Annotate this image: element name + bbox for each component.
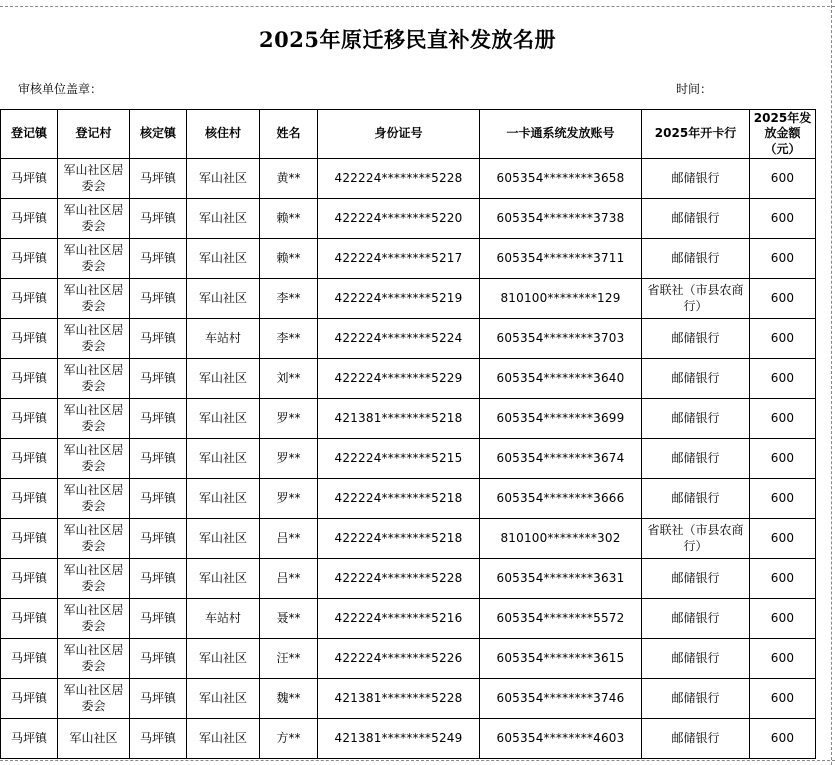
reg-village-cell: 军山社区居委会 [58,239,130,279]
bank-cell: 邮储银行 [642,439,750,479]
amount-cell: 600 [750,359,816,399]
roster-table [0,109,816,759]
reg-village-cell: 军山社区居委会 [58,359,130,399]
id-number-cell: 422224********5218 [318,519,480,559]
residence-village-cell: 车站村 [187,319,260,359]
table-row [1,479,816,519]
col-header-name: 姓名 [260,110,318,159]
col-header-verified-town: 核定镇 [130,110,187,159]
reg-town-cell: 马坪镇 [1,599,58,639]
residence-village-cell: 军山社区 [187,559,260,599]
name-cell: 聂** [260,599,318,639]
account-cell: 605354********3703 [480,319,642,359]
reg-village-cell: 军山社区居委会 [58,439,130,479]
reg-village-cell: 军山社区 [58,719,130,759]
verified-town-cell: 马坪镇 [130,199,187,239]
residence-village-cell: 军山社区 [187,359,260,399]
table-row [1,719,816,759]
amount-cell: 600 [750,519,816,559]
reg-town-cell: 马坪镇 [1,279,58,319]
page-break-bottom [0,760,835,761]
id-number-cell: 422224********5218 [318,479,480,519]
bank-cell: 邮储银行 [642,559,750,599]
account-cell: 605354********3658 [480,159,642,199]
reg-town-cell: 马坪镇 [1,559,58,599]
table-row [1,439,816,479]
id-number-cell: 422224********5224 [318,319,480,359]
id-number-cell: 422224********5228 [318,559,480,599]
id-number-cell: 422224********5228 [318,159,480,199]
residence-village-cell: 军山社区 [187,639,260,679]
bank-cell: 省联社（市县农商行） [642,279,750,319]
reg-town-cell: 马坪镇 [1,439,58,479]
amount-cell: 600 [750,199,816,239]
id-number-cell: 421381********5249 [318,719,480,759]
reg-town-cell: 马坪镇 [1,319,58,359]
amount-cell: 600 [750,279,816,319]
amount-cell: 600 [750,719,816,759]
name-cell: 罗** [260,439,318,479]
amount-cell: 600 [750,159,816,199]
reg-town-cell: 马坪镇 [1,479,58,519]
bank-cell: 邮储银行 [642,599,750,639]
id-number-cell: 422224********5217 [318,239,480,279]
residence-village-cell: 军山社区 [187,679,260,719]
verified-town-cell: 马坪镇 [130,639,187,679]
bank-cell: 邮储银行 [642,399,750,439]
reg-village-cell: 军山社区居委会 [58,319,130,359]
bank-cell: 邮储银行 [642,639,750,679]
verified-town-cell: 马坪镇 [130,479,187,519]
id-number-cell: 422224********5229 [318,359,480,399]
amount-cell: 600 [750,399,816,439]
name-cell: 刘** [260,359,318,399]
reg-town-cell: 马坪镇 [1,399,58,439]
account-cell: 605354********3631 [480,559,642,599]
bank-cell: 邮储银行 [642,359,750,399]
roster-body [1,159,816,759]
bank-cell: 邮储银行 [642,159,750,199]
amount-cell: 600 [750,479,816,519]
account-cell: 605354********3615 [480,639,642,679]
amount-cell: 600 [750,319,816,359]
amount-cell: 600 [750,639,816,679]
table-row [1,239,816,279]
reg-village-cell: 军山社区居委会 [58,159,130,199]
page-break-right [831,0,832,765]
account-cell: 810100********302 [480,519,642,559]
reg-village-cell: 军山社区居委会 [58,519,130,559]
name-cell: 吕** [260,519,318,559]
bank-cell: 邮储银行 [642,679,750,719]
name-cell: 吕** [260,559,318,599]
verified-town-cell: 马坪镇 [130,399,187,439]
bank-cell: 邮储银行 [642,719,750,759]
account-cell: 605354********3738 [480,199,642,239]
account-cell: 605354********3674 [480,439,642,479]
bank-cell: 邮储银行 [642,319,750,359]
reg-village-cell: 军山社区居委会 [58,399,130,439]
table-row [1,399,816,439]
id-number-cell: 422224********5215 [318,439,480,479]
account-cell: 605354********3640 [480,359,642,399]
verified-town-cell: 马坪镇 [130,319,187,359]
table-row [1,559,816,599]
table-row [1,159,816,199]
verified-town-cell: 马坪镇 [130,159,187,199]
table-row [1,319,816,359]
name-cell: 罗** [260,479,318,519]
table-row [1,519,816,559]
account-cell: 605354********3711 [480,239,642,279]
name-cell: 罗** [260,399,318,439]
residence-village-cell: 军山社区 [187,239,260,279]
id-number-cell: 422224********5226 [318,639,480,679]
reg-village-cell: 军山社区居委会 [58,679,130,719]
table-row [1,599,816,639]
residence-village-cell: 军山社区 [187,719,260,759]
verified-town-cell: 马坪镇 [130,279,187,319]
id-number-cell: 421381********5228 [318,679,480,719]
residence-village-cell: 军山社区 [187,159,260,199]
name-cell: 汪** [260,639,318,679]
reg-town-cell: 马坪镇 [1,639,58,679]
page-break-top [0,6,835,7]
col-header-reg-town: 登记镇 [1,110,58,159]
id-number-cell: 422224********5216 [318,599,480,639]
account-cell: 605354********3666 [480,479,642,519]
bank-cell: 邮储银行 [642,479,750,519]
id-number-cell: 421381********5218 [318,399,480,439]
reg-town-cell: 马坪镇 [1,679,58,719]
table-row [1,199,816,239]
reg-town-cell: 马坪镇 [1,719,58,759]
residence-village-cell: 军山社区 [187,479,260,519]
reg-village-cell: 军山社区居委会 [58,599,130,639]
verified-town-cell: 马坪镇 [130,439,187,479]
verified-town-cell: 马坪镇 [130,239,187,279]
col-header-residence-village: 核住村 [187,110,260,159]
residence-village-cell: 军山社区 [187,279,260,319]
amount-cell: 600 [750,239,816,279]
reg-village-cell: 军山社区居委会 [58,199,130,239]
id-number-cell: 422224********5220 [318,199,480,239]
col-header-id-number: 身份证号 [318,110,480,159]
name-cell: 李** [260,319,318,359]
table-row [1,359,816,399]
verified-town-cell: 马坪镇 [130,599,187,639]
account-cell: 605354********3746 [480,679,642,719]
reg-village-cell: 军山社区居委会 [58,279,130,319]
name-cell: 赖** [260,239,318,279]
col-header-amount: 2025年发放金额（元） [750,110,816,159]
amount-cell: 600 [750,679,816,719]
reg-village-cell: 军山社区居委会 [58,479,130,519]
table-row [1,679,816,719]
col-header-account: 一卡通系统发放账号 [480,110,642,159]
verified-town-cell: 马坪镇 [130,359,187,399]
table-row [1,639,816,679]
verified-town-cell: 马坪镇 [130,519,187,559]
document-title: 2025年原迁移民直补发放名册 [259,27,556,52]
bank-cell: 邮储银行 [642,199,750,239]
id-number-cell: 422224********5219 [318,279,480,319]
name-cell: 黄** [260,159,318,199]
reg-village-cell: 军山社区居委会 [58,559,130,599]
verified-town-cell: 马坪镇 [130,559,187,599]
unit-seal-label: 审核单位盖章： [18,82,103,96]
reg-town-cell: 马坪镇 [1,159,58,199]
name-cell: 方** [260,719,318,759]
reg-town-cell: 马坪镇 [1,519,58,559]
table-row [1,279,816,319]
residence-village-cell: 军山社区 [187,519,260,559]
residence-village-cell: 车站村 [187,599,260,639]
reg-town-cell: 马坪镇 [1,359,58,399]
time-label: 时间： [676,82,713,96]
reg-town-cell: 马坪镇 [1,239,58,279]
col-header-bank: 2025年开卡行 [642,110,750,159]
col-header-reg-village: 登记村 [58,110,130,159]
name-cell: 魏** [260,679,318,719]
name-cell: 赖** [260,199,318,239]
residence-village-cell: 军山社区 [187,439,260,479]
amount-cell: 600 [750,439,816,479]
amount-cell: 600 [750,599,816,639]
reg-village-cell: 军山社区居委会 [58,639,130,679]
residence-village-cell: 军山社区 [187,199,260,239]
account-cell: 605354********3699 [480,399,642,439]
bank-cell: 省联社（市县农商行） [642,519,750,559]
verified-town-cell: 马坪镇 [130,679,187,719]
account-cell: 605354********4603 [480,719,642,759]
account-cell: 810100********129 [480,279,642,319]
residence-village-cell: 军山社区 [187,399,260,439]
account-cell: 605354********5572 [480,599,642,639]
header-row [1,110,816,159]
bank-cell: 邮储银行 [642,239,750,279]
reg-town-cell: 马坪镇 [1,199,58,239]
amount-cell: 600 [750,559,816,599]
name-cell: 李** [260,279,318,319]
verified-town-cell: 马坪镇 [130,719,187,759]
